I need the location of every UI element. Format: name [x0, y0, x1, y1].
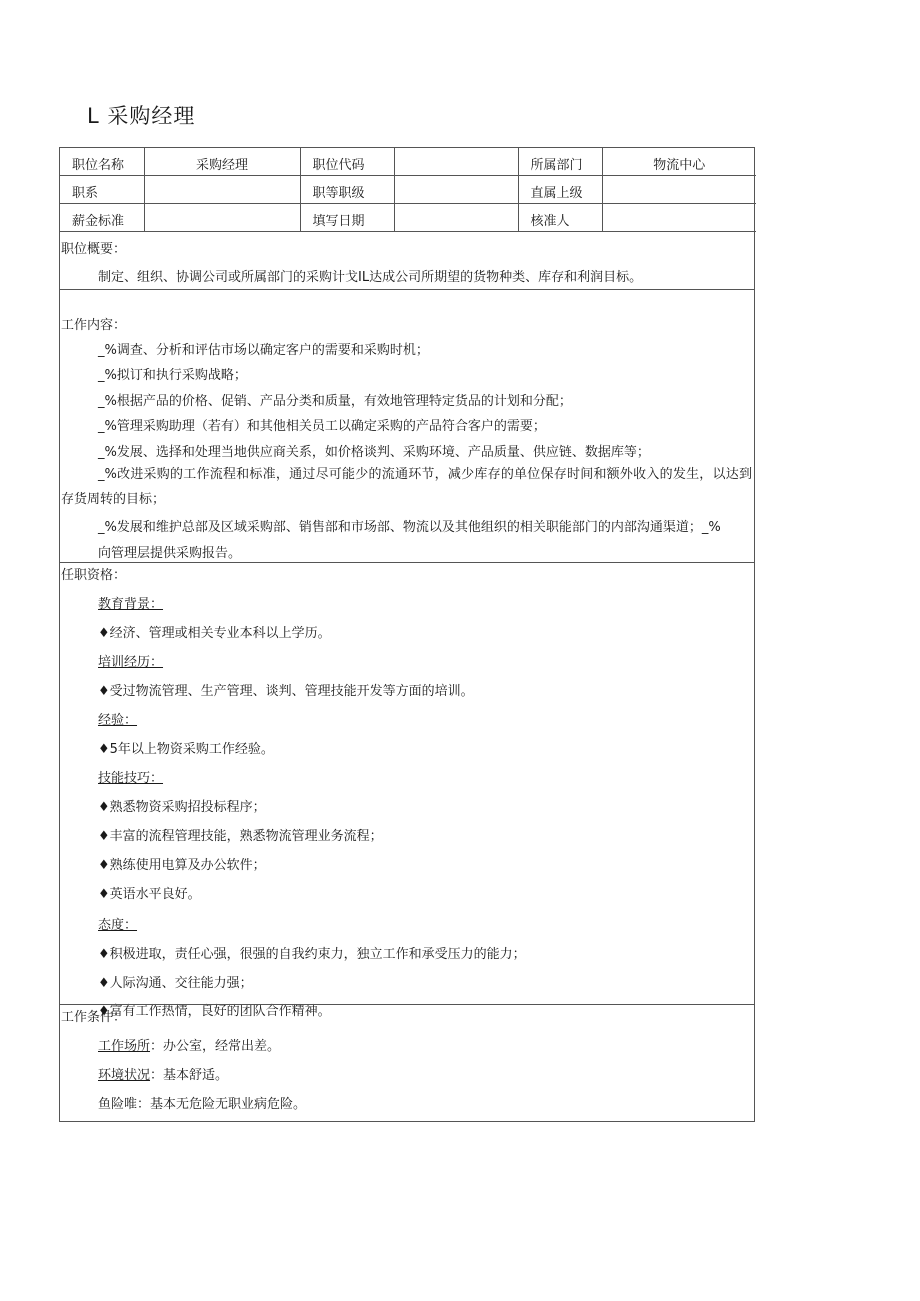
- value-department: 物流中心: [602, 148, 756, 176]
- education-text: ♦经济、管理或相关专业本科以上学历。: [98, 626, 331, 641]
- risk-label: 鱼险唯: [98, 1097, 138, 1112]
- training-text: ♦受过物流管理、生产管理、谈判、管理技能开发等方面的培训。: [98, 684, 474, 699]
- conditions-title: 工作条件：: [61, 1010, 127, 1025]
- list-item: _%发展、选择和处理当地供应商关系，如价格谈判、采购环境、产品质量、供应链、数据库等；: [98, 445, 650, 460]
- work-place-line: [98, 1035, 280, 1054]
- list-item: ♦英语水平良好。: [98, 887, 201, 902]
- risk-value: ：基本无危险无职业病危险。: [137, 1097, 307, 1112]
- list-item: ♦人际沟通、交往能力强；: [98, 976, 253, 991]
- label-approver: 核准人: [518, 204, 602, 232]
- label-grade: 职等职级: [300, 176, 394, 204]
- list-item: ♦积极进取，责任心强，很强的自我约束力，独立工作和承受压力的能力；: [98, 947, 526, 962]
- value-position-code: [394, 148, 518, 176]
- job-description-form: [59, 147, 755, 1122]
- conditions-section: [60, 1004, 754, 1121]
- environment-label: 环境状况: [98, 1068, 151, 1083]
- label-position-code: 职位代码: [300, 148, 394, 176]
- table-row: [60, 148, 756, 176]
- table-row: [60, 204, 756, 232]
- list-item: ♦熟练使用电算及办公软件；: [98, 858, 266, 873]
- list-item: _%管理采购助理（若有）和其他相关员工以确定采购的产品符合客户的需要；: [98, 419, 546, 434]
- skills-label: 技能技巧：: [98, 771, 164, 786]
- education-label: 教育背景：: [98, 597, 164, 612]
- value-approver: [602, 204, 756, 232]
- value-grade: [394, 176, 518, 204]
- list-item: _%调查、分析和评估市场以确定客户的需要和采购时机；: [98, 343, 429, 358]
- list-item: _%拟订和执行采购战略；: [98, 368, 247, 383]
- experience-text: ♦5年以上物资采购工作经验。: [98, 742, 274, 757]
- qualifications-title: 任职资格：: [61, 568, 127, 583]
- label-fill-date: 填写日期: [300, 204, 394, 232]
- work-place-label: 工作场所: [98, 1039, 151, 1054]
- label-supervisor: 直属上级: [518, 176, 602, 204]
- label-position-name: 职位名称: [60, 148, 144, 176]
- summary-text: 制定、组织、协调公司或所属部门的采购计戈IL达成公司所期望的货物种类、库存和利润目标。: [98, 270, 643, 285]
- list-item: ♦熟悉物资采购招投标程序；: [98, 800, 266, 815]
- duties-title: 工作内容：: [61, 318, 127, 333]
- summary-title: 职位概要：: [61, 242, 127, 257]
- summary-section: [60, 232, 754, 289]
- duties-section: [60, 289, 754, 562]
- training-label: 培训经历：: [98, 655, 164, 670]
- list-item: _%发展和维护总部及区域采购部、销售部和市场部、物流以及其他组织的相关职能部门的内部沟通渠道；_%: [98, 520, 721, 535]
- environment-line: [98, 1064, 228, 1083]
- label-department: 所属部门: [518, 148, 602, 176]
- label-job-family: 职系: [60, 176, 144, 204]
- document-title: L 采购经理: [87, 104, 196, 128]
- value-salary: [144, 204, 300, 232]
- risk-line: [98, 1093, 306, 1112]
- value-position-name: 采购经理: [144, 148, 300, 176]
- work-place-value: ：办公室，经常出差。: [150, 1039, 281, 1054]
- list-item: ♦富有工作热情，良好的团队合作精神。: [98, 1004, 331, 1019]
- attitude-label: 态度：: [98, 918, 138, 933]
- table-row: [60, 176, 756, 204]
- list-item: _%根据产品的价格、促销、产品分类和质量，有效地管理特定货品的计划和分配；: [98, 394, 572, 409]
- value-supervisor: [602, 176, 756, 204]
- list-item: 向管理层提供采购报告。: [98, 546, 242, 561]
- list-item: _%改进采购的工作流程和标准，通过尽可能少的流通环节，减少库存的单位保存时间和额外收入的发生，以达到存货周转的目标；: [61, 467, 752, 507]
- experience-label: 经验：: [98, 713, 138, 728]
- value-fill-date: [394, 204, 518, 232]
- list-item: ♦丰富的流程管理技能，熟悉物流管理业务流程；: [98, 829, 383, 844]
- label-salary: 薪金标准: [60, 204, 144, 232]
- value-job-family: [144, 176, 300, 204]
- environment-value: ：基本舒适。: [150, 1068, 229, 1083]
- header-table: [60, 148, 756, 232]
